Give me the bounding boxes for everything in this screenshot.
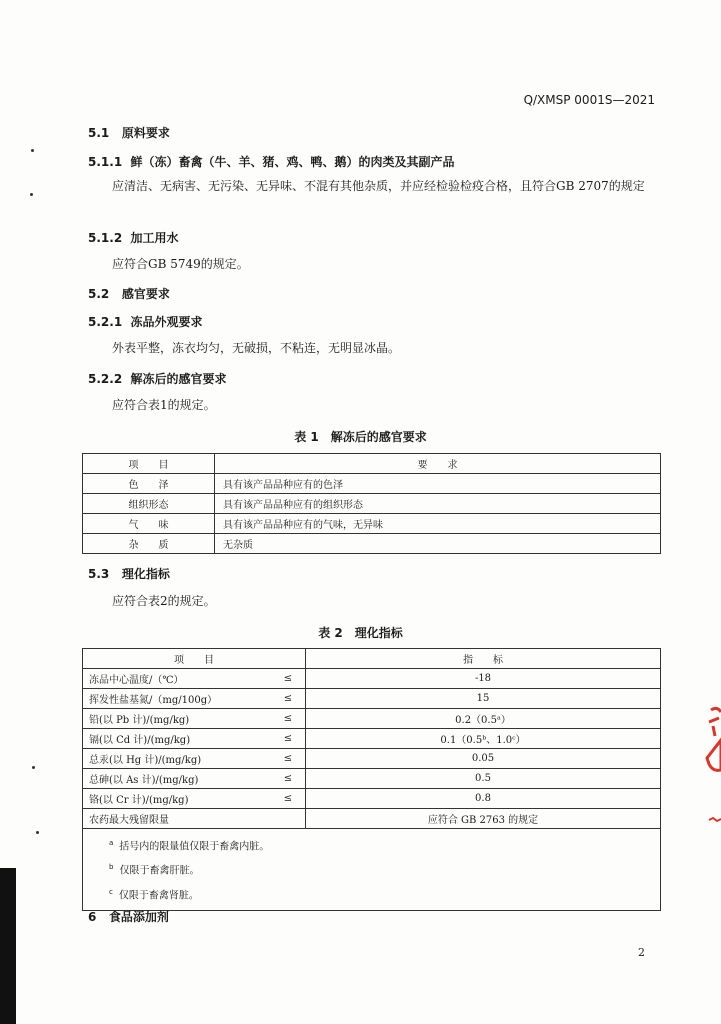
section-number: 5.1.1 [88, 155, 123, 169]
paragraph-5-1-1: 应清洁、无病害、无污染、无异味、不混有其他杂质，并应经检验检疫合格，且符合GB 2707的规定 [112, 179, 645, 193]
table-cell-requirement: 具有该产品品种应有的色泽 [215, 474, 661, 494]
paragraph-5-1-2: 应符合GB 5749的规定。 [112, 257, 249, 271]
table-cell-operator: ≤ [271, 769, 306, 789]
section-number: 5.2.1 [88, 315, 123, 329]
table-cell-value: 0.2（0.5ᵃ） [306, 709, 661, 729]
table-row [83, 689, 661, 709]
table-row [83, 514, 661, 534]
table-row [83, 474, 661, 494]
note-mark: a [109, 839, 114, 847]
table-cell-requirement: 具有该产品品种应有的组织形态 [215, 494, 661, 514]
scan-edge-shadow [0, 868, 16, 1024]
table-cell-operator: ≤ [271, 729, 306, 749]
section-title: 加工用水 [130, 231, 179, 245]
section-number: 5.1.2 [88, 231, 123, 245]
section-number: 5.3 [88, 567, 110, 581]
paragraph-5-3: 应符合表2的规定。 [112, 594, 216, 608]
heading-5-1 [88, 124, 170, 141]
note-text: 括号内的限量值仅限于畜禽内脏。 [119, 841, 270, 853]
table-cell-operator [271, 809, 306, 829]
note-text: 仅限于畜禽肾脏。 [118, 889, 199, 901]
table-cell-operator: ≤ [271, 709, 306, 729]
section-number: 5.1 [88, 126, 110, 140]
table-cell-item: 总砷(以 As 计)/(mg/kg) [83, 769, 272, 789]
heading-5-2-2 [88, 370, 227, 387]
table-cell-item: 冻品中心温度/（℃） [83, 669, 272, 689]
table-2-title: 表 2 理化指标 [318, 626, 403, 640]
table-cell-item: 挥发性盐基氮/（mg/100g） [83, 689, 272, 709]
table-note [109, 833, 646, 857]
table-row [83, 709, 661, 729]
heading-5-2 [88, 285, 170, 302]
section-title: 鲜（冻）畜禽（牛、羊、猪、鸡、鸭、鹅）的肉类及其副产品 [130, 155, 455, 169]
section-title: 感官要求 [121, 287, 170, 301]
table-cell-item: 总汞(以 Hg 计)/(mg/kg) [83, 749, 272, 769]
heading-5-1-2 [88, 229, 179, 246]
table-cell-operator: ≤ [271, 789, 306, 809]
table-cell-operator: ≤ [271, 669, 306, 689]
table-row [83, 769, 661, 789]
table-note [109, 857, 646, 881]
table-header-cell: 要 求 [215, 454, 661, 474]
table-notes-row [83, 829, 661, 911]
section-title: 解冻后的感官要求 [130, 372, 227, 386]
table-header-row [83, 454, 661, 474]
table-cell-value: 0.05 [306, 749, 661, 769]
note-text: 仅限于畜禽肝脏。 [119, 865, 200, 877]
table-cell-item: 气 味 [83, 514, 215, 534]
table-row [83, 809, 661, 829]
table-header-cell: 指 标 [306, 649, 661, 669]
table-cell-value: 0.8 [306, 789, 661, 809]
table-cell-value: 0.5 [306, 769, 661, 789]
table-row [83, 669, 661, 689]
table-cell-item: 镉(以 Cd 计)/(mg/kg) [83, 729, 272, 749]
heading-5-3 [88, 565, 170, 582]
table-cell-item: 铬(以 Cr 计)/(mg/kg) [83, 789, 272, 809]
heading-6 [88, 908, 169, 925]
scan-speck [30, 193, 33, 196]
table-header-cell: 项 目 [83, 649, 306, 669]
section-title: 理化指标 [121, 567, 170, 581]
table-note [109, 882, 646, 906]
table-cell-value: -18 [306, 669, 661, 689]
table-cell-requirement: 具有该产品品种应有的气味，无异味 [215, 514, 661, 534]
scan-speck [32, 766, 35, 769]
paragraph-5-2-2: 应符合表1的规定。 [112, 398, 216, 412]
section-number: 6 [88, 910, 97, 924]
scan-speck [36, 831, 39, 834]
table-cell-item: 铅(以 Pb 计)/(mg/kg) [83, 709, 272, 729]
heading-5-2-1 [88, 313, 203, 330]
table-row [83, 789, 661, 809]
table-row [83, 534, 661, 554]
scan-speck [31, 149, 34, 152]
note-mark: c [109, 887, 113, 896]
table-cell-value: 应符合 GB 2763 的规定 [306, 809, 661, 829]
table-cell-value: 0.1（0.5ᵇ、1.0ᶜ） [306, 729, 661, 749]
table-cell-item: 农药最大残留限量 [83, 809, 272, 829]
table-cell-item: 组织形态 [83, 494, 215, 514]
table-1-title: 表 1 解冻后的感官要求 [294, 430, 427, 444]
table-notes [83, 829, 661, 911]
table-header-cell: 项 目 [83, 454, 215, 474]
table-row [83, 729, 661, 749]
section-number: 5.2.2 [88, 372, 123, 386]
table-cell-operator: ≤ [271, 749, 306, 769]
table-1 [82, 453, 661, 554]
page-number: 2 [638, 946, 645, 959]
table-cell-item: 杂 质 [83, 534, 215, 554]
section-number: 5.2 [88, 287, 110, 301]
standard-code-header: Q/XMSP 0001S—2021 [523, 93, 655, 107]
table-cell-item: 色 泽 [83, 474, 215, 494]
red-seal-stamp-fragment [703, 700, 721, 840]
section-title: 食品添加剂 [108, 910, 169, 924]
table-header-row [83, 649, 661, 669]
table-2 [82, 648, 661, 911]
section-title: 原料要求 [121, 126, 170, 140]
note-mark: b [109, 863, 114, 872]
table-cell-value: 15 [306, 689, 661, 709]
table-row [83, 494, 661, 514]
table-row [83, 749, 661, 769]
paragraph-5-2-1: 外表平整，冻衣均匀，无破损，不粘连，无明显冰晶。 [112, 341, 401, 355]
table-cell-requirement: 无杂质 [215, 534, 661, 554]
heading-5-1-1 [88, 153, 455, 170]
section-title: 冻品外观要求 [130, 315, 203, 329]
table-cell-operator: ≤ [271, 689, 306, 709]
